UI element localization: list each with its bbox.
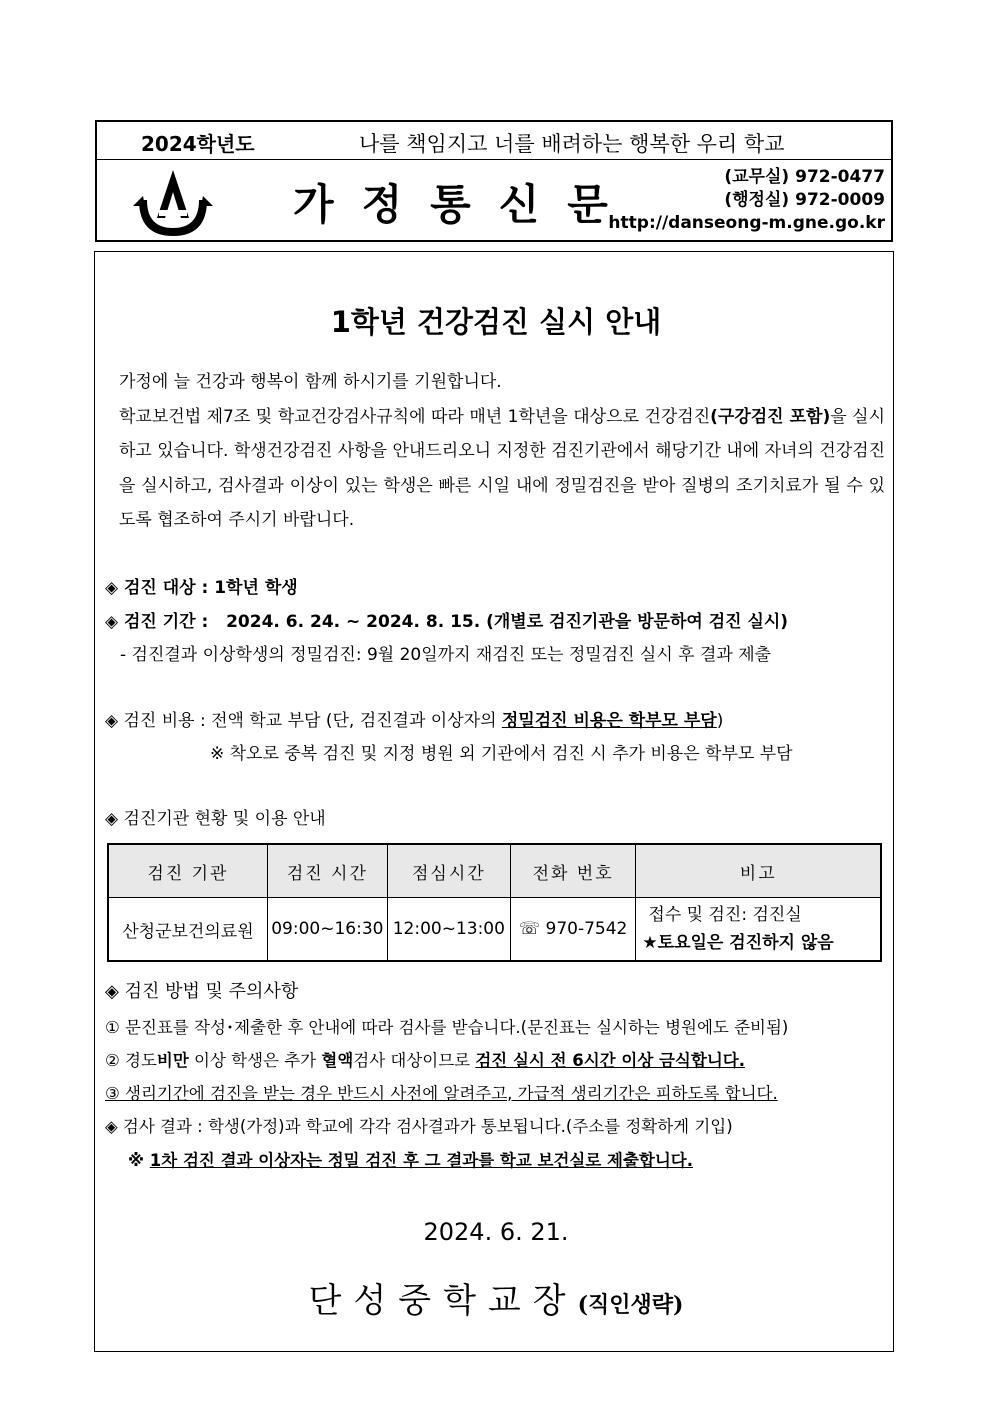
school-motto: 나를 책임지고 너를 배려하는 행복한 우리 학교 xyxy=(359,132,785,156)
col-header-clinic: 검진 기관 xyxy=(108,844,267,898)
newsletter-title: 가정통신문 xyxy=(293,180,636,229)
exam-cost: ◈ 검진 비용 : 전액 학교 부담 (단, 검진결과 이상자의 정밀검진 비용은 학부모 부담) xyxy=(105,711,724,731)
col-header-lunch: 점심시간 xyxy=(387,844,510,898)
clinic-table xyxy=(107,843,882,962)
document-title: 1학년 건강검진 실시 안내 xyxy=(330,305,662,339)
exam-period: ◈ 검진 기간 : 2024. 6. 24. ~ 2024. 8. 15. (개별로 검진기관을 방문하여 검진 실시) xyxy=(105,612,789,632)
exam-target: ◈ 검진 대상 : 1학년 학생 xyxy=(105,578,298,598)
method-item-3: ③ 생리기간에 검진을 받는 경우 반드시 사전에 알려주고, 가급적 생리기간은 피하도록 합니다. xyxy=(105,1084,778,1103)
school-website-link[interactable]: http://danseong-m.gne.go.kr xyxy=(608,213,885,233)
school-year: 2024학년도 xyxy=(141,132,255,156)
col-header-hours: 검진 시간 xyxy=(267,844,387,898)
intro-section xyxy=(105,365,885,538)
cell-phone: ☏ 970-7542 xyxy=(510,898,636,962)
cell-remark: 접수 및 검진: 검진실 ★토요일은 검진하지 않음 xyxy=(636,898,881,962)
result-note: ※ 1차 검진 결과 이상자는 정밀 검진 후 그 결과를 학교 보건실로 제출합니다. xyxy=(128,1151,693,1170)
cell-clinic: 산청군보건의료원 xyxy=(108,898,267,962)
phone-icon: ☏ xyxy=(518,919,541,939)
col-header-phone: 전화 번호 xyxy=(510,844,636,898)
seal-omitted: (직인생략) xyxy=(577,1292,684,1318)
cell-lunch: 12:00~13:00 xyxy=(387,898,510,962)
contact-row-admin: (행정실) 972-0009 xyxy=(724,190,885,210)
intro-paragraph: 학교보건법 제7조 및 학교건강검사규칙에 따라 매년 1학년을 대상으로 건강검진(구강검진 포함)을 실시하고 있습니다. 학생건강검진 사항을 안내드리오니 지정한 검진기관에서 해당기간 내에 자녀의 건강검진을 실시하고, 검사결과 이상이 있는 학생은 빠른 시일 내에 정밀검진을 받아 질병의 조기치료가 될 수 있도록 협조하여 주시기 바랍니다. xyxy=(119,406,885,530)
table-header-row xyxy=(108,844,881,898)
school-logo-icon xyxy=(129,166,217,240)
exam-cost-note: ※ 착오로 중복 검진 및 지정 병원 외 기관에서 검진 시 추가 비용은 학부모 부담 xyxy=(210,744,793,764)
method-heading: ◈ 검진 방법 및 주의사항 xyxy=(105,981,299,1002)
header-top-row xyxy=(97,122,891,160)
newsletter-header xyxy=(95,120,893,242)
method-item-2: ② 경도비만 이상 학생은 추가 혈액검사 대상이므로 검진 실시 전 6시간 이상 금식합니다. xyxy=(105,1051,745,1070)
greeting: 가정에 늘 건강과 행복이 함께 하시기를 기원합니다. xyxy=(119,372,502,392)
contact-info xyxy=(608,166,885,235)
col-header-remark: 비고 xyxy=(636,844,881,898)
issue-date: 2024. 6. 21. xyxy=(423,1218,569,1246)
contact-row-office: (교무실) 972-0477 xyxy=(724,167,885,187)
method-item-1: ① 문진표를 작성･제출한 후 안내에 따라 검사를 받습니다.(문진표는 실시하는 병원에도 준비됨) xyxy=(105,1018,789,1037)
exam-result: ◈ 검사 결과 : 학생(가정)과 학교에 각각 검사결과가 통보됩니다.(주소를 정확하게 기입) xyxy=(105,1117,733,1136)
cell-hours: 09:00~16:30 xyxy=(267,898,387,962)
principal-signature: 단성중학교장(직인생략) xyxy=(308,1281,684,1321)
table-row xyxy=(108,898,881,962)
exam-period-note: - 검진결과 이상학생의 정밀검진: 9월 20일까지 재검진 또는 정밀검진 실시 후 결과 제출 xyxy=(120,645,772,665)
clinic-heading: ◈ 검진기관 현황 및 이용 안내 xyxy=(105,809,326,829)
dental-exam-note: (구강검진 포함) xyxy=(710,406,831,427)
